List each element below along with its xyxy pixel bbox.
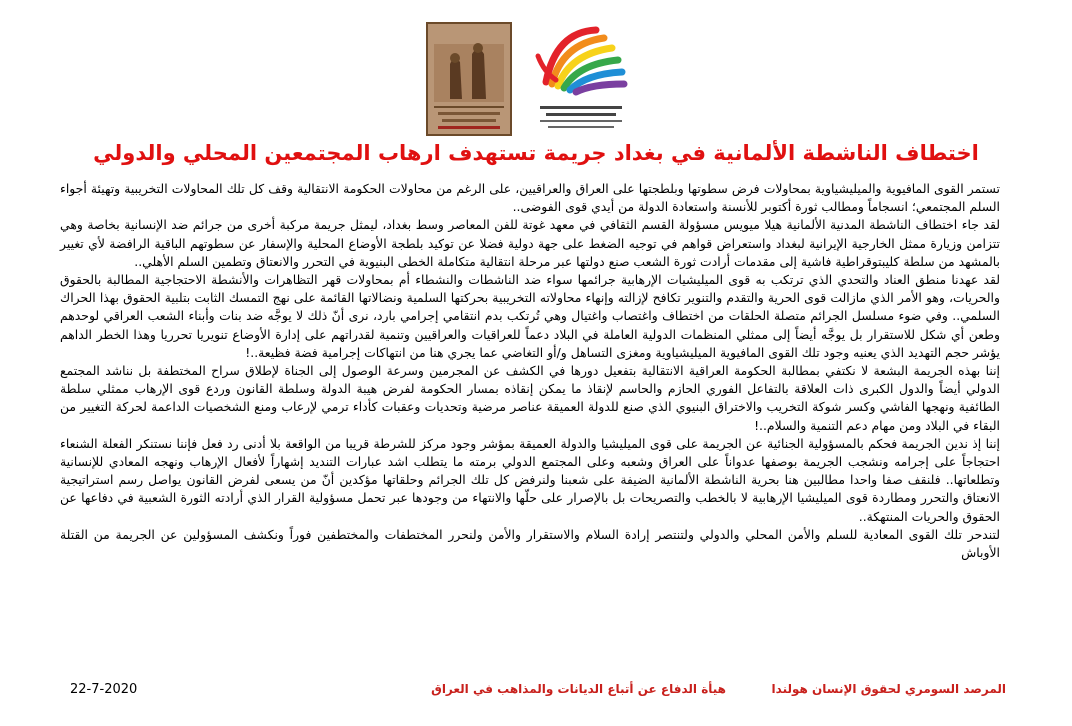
paragraph: لقد جاء اختطاف الناشطة المدنية الألمانية هيلا ميويس مسؤولة القسم الثقافي في معهد غوتة للفن المعاصر وسط بغداد، ليمثل جريمة مركبة أخرى من جرائم ضد الإنسانية بخاصة وهي تتزامن وزيارة ممثل الخارجية الإيرانية لبغداد واستعراض قواهم في توجيه الضغط على جهة دولية فضلا عن توكيد بلطجة الأوضاع المحلية والإسفار عن سطوتهم الباقية الرافضة لأي تغيير بالمشهد من سلطة كليبتوقراطية فاشية إلى مقدمات أرادت ثورة الشعب صنع دولتها عبر مرحلة انتقالية متكاملة الخطى البنيوية في التحرر والانعتاق وتطمين السلم الأهلي.. [60, 217, 1000, 269]
page-title: اختطاف الناشطة الألمانية في بغداد جريمة تستهدف ارهاب المجتمعين المحلي والدولي [93, 141, 979, 165]
header-logos [426, 22, 626, 140]
paragraph: إننا بهذه الجريمة البشعة لا نكتفي بمطالبة الحكومة العراقية الانتقالية بتفعيل دورها في الكشف عن المجرمين وسرعة الوصول إلى الجناة لإطلاق سراح المختطفة بل نناشد المجتمع الدولي أيضاً والدول الكبرى ذات العلاقة بالتفاعل الفوري الحازم والحاسم لإنقاذ ما يمكن إنقاذه بمسار الحكومة لفرض هيبة الدولة وسلطة القانون وردع قوى الإرهاب ممثلي سلطة الطائفية ونهجها الفاشي وكسر شوكة التخريب والاختراق البنيوي الذي صنع للدولة العميقة عناصر مرضية وتحديات وعقبات كأداء ترمي لإرعاب ومنع الشخصيات الداعمة لحركة التغيير من البقاء في البلاد ومن مهام دعم التنمية والسلام..! [60, 363, 1000, 433]
paragraph: إننا إذ ندين الجريمة فحكم بالمسؤولية الجنائية عن الجريمة على قوى الميليشيا والدولة العميقة بمؤشر وجود مركز للشرطة قريبا من الواقعة بلا أدنى رد فعل فإننا نستنكر الفعلة الشنعاء احتجاجاً على إجرامه ونشجب الجريمة بوصفها عدواناً على العراق وشعبه وعلى المجتمع الدولي برمته ما يتطلب اشد عبارات التنديد إشهاراً لأفعال الإرهاب ونهجه المعادي للإنسانية وتطلعاتها.. فلنقف صفا واحدا مطالبين هنا بحرية الناشطة الألمانية الضيفة على شعبنا ولنرفض كل تلك الجرائم وحلقاتها مؤكدين أنّ من يسعى لفرض القانون يواصل رسم استراتيجية الانعتاق والتحرر ومطاردة قوى الميليشيا الإرهابية لا بالخطب والتصريحات بل بالإصرار على حلّها والانتهاء من وجودها عبر تحمل مسؤولية القرار الذي أرادته الثورة الشعبية في دفاعها عن الحقوق والحريات المنتهكة.. [60, 435, 1000, 524]
paragraph: لقد عهدنا منطق العناد والتحدي الذي ترتكب به قوى الميليشيات الإرهابية جرائمها سواء ضد الناشطات والنشطاء أم بمحاولات قهر التظاهرات والأنشطة الاحتجاجية المطالبة بالحقوق والحريات، وهو الأمر الذي مازالت قوى الحرية والتقدم والتنوير تكافح لإزالته وإنهاء محاولاته التخريبية بحركتها السلمية ونضالاتها القائمة على نهج التمسك الثابت بتلبية الحقوق بهذا الحراك السلمي.. وفي ضوء مسلسل الجرائم متصلة الحلقات من اختطاف واغتصاب واغتيال وهي تُرتكب بدم انتقامي إجرامي بارد، نرى أنّ ذلك لا يوجَّه ضد بنات وأبناء الشعب العراقي لوحدهم وطعن أي شكل للاستقرار بل يوجَّه أيضاً إلى ممثلي المنظمات الدولية العاملة في البلاد دعماً للعراقيات والعراقيين وتنمية لقدراتهم على إدارة الأوضاع تنويريا تحرريا وهذا الخطر الداهم يؤشر حجم التهديد الذي يعنيه وجود تلك القوى المافيوية الميليشياوية ومغزى التساهل و/أو التغاضي عما يجري هنا من انتهاكات إجرامية فضة فظيعة..! [60, 272, 1000, 360]
organization-rainbow-logo [526, 22, 636, 140]
footer-date: 22-7-2020 [70, 682, 138, 697]
footer-organization: هيأة الدفاع عن أتباع الديانات والمذاهب في العراق [431, 682, 726, 696]
footer-observatory: المرصد السومري لحقوق الإنسان هولندا [771, 682, 1006, 696]
observatory-seal-logo [426, 22, 512, 136]
paragraph: لتندحر تلك القوى المعادية للسلم والأمن المحلي والدولي ولتنتصر إرادة السلام والاستقرار والأمن ولنحرر المختطفات والمختطفين فوراً ونكشف المسؤولين عن الجريمة من القتلة الأوباش [60, 526, 1000, 561]
paragraph: تستمر القوى المافيوية والميليشياوية بمحاولات فرض سطوتها وبلطجتها على العراق والعراقيين، على الرغم من محاولات الحكومة الانتقالية وقف كل تلك المحاولات التخريبية وتهيئة أجواء السلم المجتمعي؛ انسجاماً ومطالب ثورة أكتوبر للأنسنة واستعادة الدولة من أيدي قوى الفوضى.. [60, 181, 1000, 215]
article-body [60, 180, 1000, 562]
footer [0, 682, 1072, 706]
